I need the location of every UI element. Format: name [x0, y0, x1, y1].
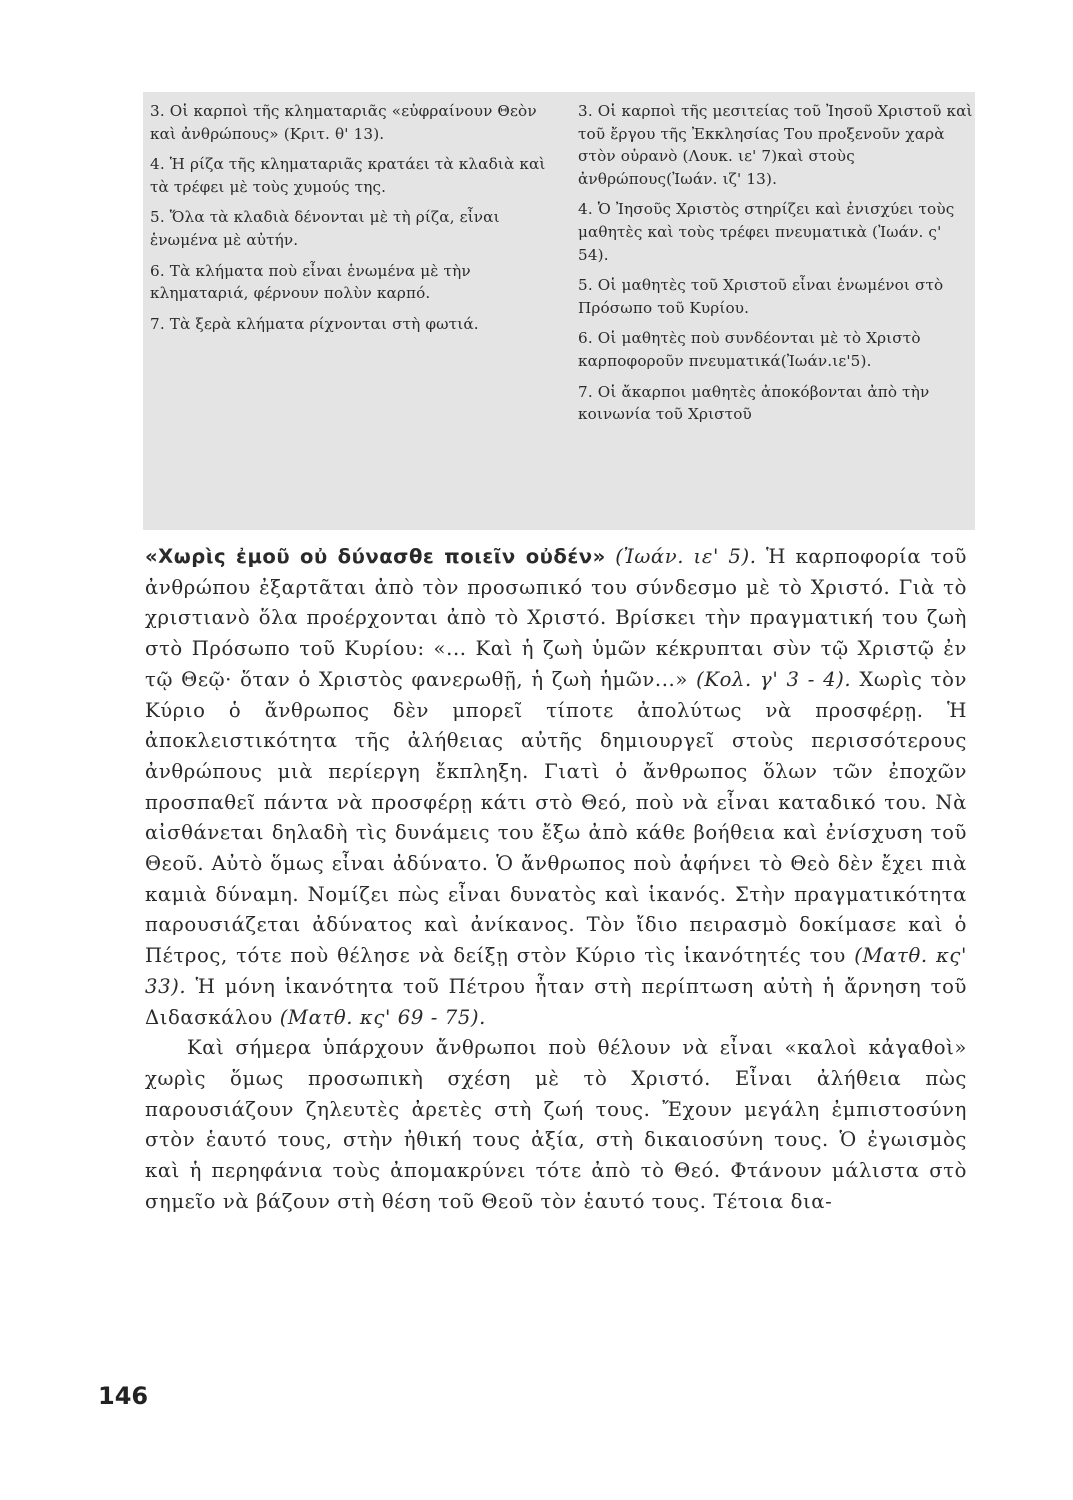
left-item-6: 6. Τὰ κλήματα ποὺ εἶναι ἑνωμένα μὲ τὴν κληματαριά, φέρνουν πολὺν καρπό. [150, 261, 471, 303]
right-item-6: 6. Οἱ μαθητὲς ποὺ συνδέονται μὲ τὸ Χριστὸ καρποφοροῦν πνευματικά(Ἰωάν.ιε'5). [578, 329, 921, 370]
reference-kol: (Κολ. γ' 3 - 4). [696, 667, 852, 691]
left-item-5: 5. Ὅλα τὰ κλαδιὰ δένονται μὲ τὴ ρίζα, εἶναι ἑνωμένα μὲ αὐτήν. [150, 208, 500, 249]
bible-quote: «Χωρὶς ἐμοῦ οὐ δύνασθε ποιεῖν οὐδέν» [145, 545, 606, 568]
paragraph-1-part-c: Ἡ μόνη ἱκανότητα τοῦ Πέτρου ἦταν στὴ περίπτωση αὐτὴ ἡ ἄρνηση τοῦ Διδασκάλου [145, 974, 967, 1029]
right-item-7: 7. Οἱ ἄκαρποι μαθητὲς ἀποκόβονται ἀπὸ τὴν κοινωνία τοῦ Χριστοῦ [578, 382, 930, 424]
right-item-3: 3. Οἱ καρποὶ τῆς μεσιτείας τοῦ Ἰησοῦ Χριστοῦ καὶ τοῦ ἔργου τῆς Ἐκκλησίας Του προξενοῦν χαρὰ στὸν οὐρανὸ (Λουκ. ιε' 7)καὶ στοὺς ἀνθρώπους(Ἰωάν. ιζ' 13). [578, 102, 973, 188]
quote-reference: (Ἰωάν. ιε' 5). [615, 545, 757, 568]
left-item-3: 3. Οἱ καρποὶ τῆς κληματαριᾶς «εὐφραίνουν Θεὸν καὶ ἀνθρώπους» (Κριτ. θ' 13). [150, 102, 537, 143]
paragraph-1-part-a: Ἡ καρποφορία τοῦ ἀνθρώπου ἐξαρτᾶται ἀπὸ τὸν προσωπικό του σύνδεσμο μὲ τὸ Χριστό. Γιὰ τὸ χριστιανὸ ὅλα προέρχονται ἀπὸ τὸ Χριστό. Βρίσκει τὴν πραγματική του ζωὴ στὸ Πρόσωπο τοῦ Κυρίου: «... Καὶ ἡ ζωὴ ὑμῶν κέκρυπται σὺν τῷ Χριστῷ ἐν τῷ Θεῷ· ὅταν ὁ Χριστὸς φανερωθῇ, ἡ ζωὴ ἡμῶν...» [145, 545, 968, 691]
page-number: 146 [98, 1382, 149, 1410]
paragraph-1-part-b: Χωρὶς τὸν Κύριο ὁ ἄνθρωπος δὲν μπορεῖ τίποτε ἀπολύτως νὰ προσφέρῃ. Ἡ ἀποκλειστικότητα τῆς ἀλήθειας αὐτῆς δημιουργεῖ στοὺς περισσότερους ἀνθρώπους μιὰ περίεργη ἔκπληξη. Γιατὶ ὁ ἄνθρωπος ὅλων τῶν ἐποχῶν προσπαθεῖ πάντα νὰ προσφέρῃ κάτι στὸ Θεό, ποὺ νὰ εἶναι καταδικό του. Νὰ αἰσθάνεται δηλαδὴ τὶς δυνάμεις του ἔξω ἀπὸ κάθε βοήθεια καὶ ἐνίσχυση τοῦ Θεοῦ. Αὐτὸ ὅμως εἶναι ἀδύνατο. Ὁ ἄνθρωπος ποὺ ἀφήνει τὸ Θεὸ δὲν ἔχει πιὰ καμιὰ δύναμη. Νομίζει πὼς εἶναι δυνατὸς καὶ ἱκανός. Στὴν πραγματικότητα παρουσιάζεται ἀδύνατος καὶ ἀνίκανος. Τὸν ἴδιο πειρασμὸ δοκίμασε καὶ ὁ Πέτρος, τότε ποὺ θέλησε νὰ δείξῃ στὸν Κύριο τὶς ἱκανότητές του [145, 667, 967, 968]
comparison-left-column [150, 100, 550, 343]
right-item-5: 5. Οἱ μαθητὲς τοῦ Χριστοῦ εἶναι ἑνωμένοι στὸ Πρόσωπο τοῦ Κυρίου. [578, 276, 944, 317]
comparison-right-column [578, 100, 973, 434]
left-item-7: 7. Τὰ ξερὰ κλήματα ρίχνονται στὴ φωτιά. [150, 314, 479, 333]
reference-matth-2: (Ματθ. κς' 69 - 75). [279, 1005, 486, 1029]
right-item-4: 4. Ὁ Ἰησοῦς Χριστὸς στηρίζει καὶ ἐνισχύει τοὺς μαθητὲς καὶ τοὺς τρέφει πνευματικὰ (Ἰωάν. ς' 54). [578, 200, 955, 264]
paragraph-2: Καὶ σήμερα ὑπάρχουν ἄνθρωποι ποὺ θέλουν νὰ εἶναι «καλοὶ κἀγαθοὶ» χωρὶς ὅμως προσωπικὴ σχέση μὲ τὸ Χριστό. Εἶναι ἀλήθεια πὼς παρουσιάζουν ζηλευτὲς ἀρετὲς στὴ ζωή τους. Ἔχουν μεγάλη ἐμπιστοσύνη στὸν ἑαυτό τους, στὴν ἠθική τους ἀξία, στὴ δικαιοσύνη τους. Ὁ ἐγωισμὸς καὶ ἡ περηφάνια τοὺς ἀπομακρύνει τότε ἀπὸ τὸ Θεό. Φτάνουν μάλιστα στὸ σημεῖο νὰ βάζουν στὴ θέση τοῦ Θεοῦ τὸν ἑαυτό τους. Τέτοια δια- [145, 1036, 967, 1213]
left-item-4: 4. Ἡ ρίζα τῆς κληματαριᾶς κρατάει τὰ κλαδιὰ καὶ τὰ τρέφει μὲ τοὺς χυμούς της. [150, 155, 546, 196]
body-text [145, 542, 967, 1217]
paragraph-1 [145, 542, 967, 1033]
reference-matth-1: (Ματθ. κς' 33). [145, 944, 967, 998]
